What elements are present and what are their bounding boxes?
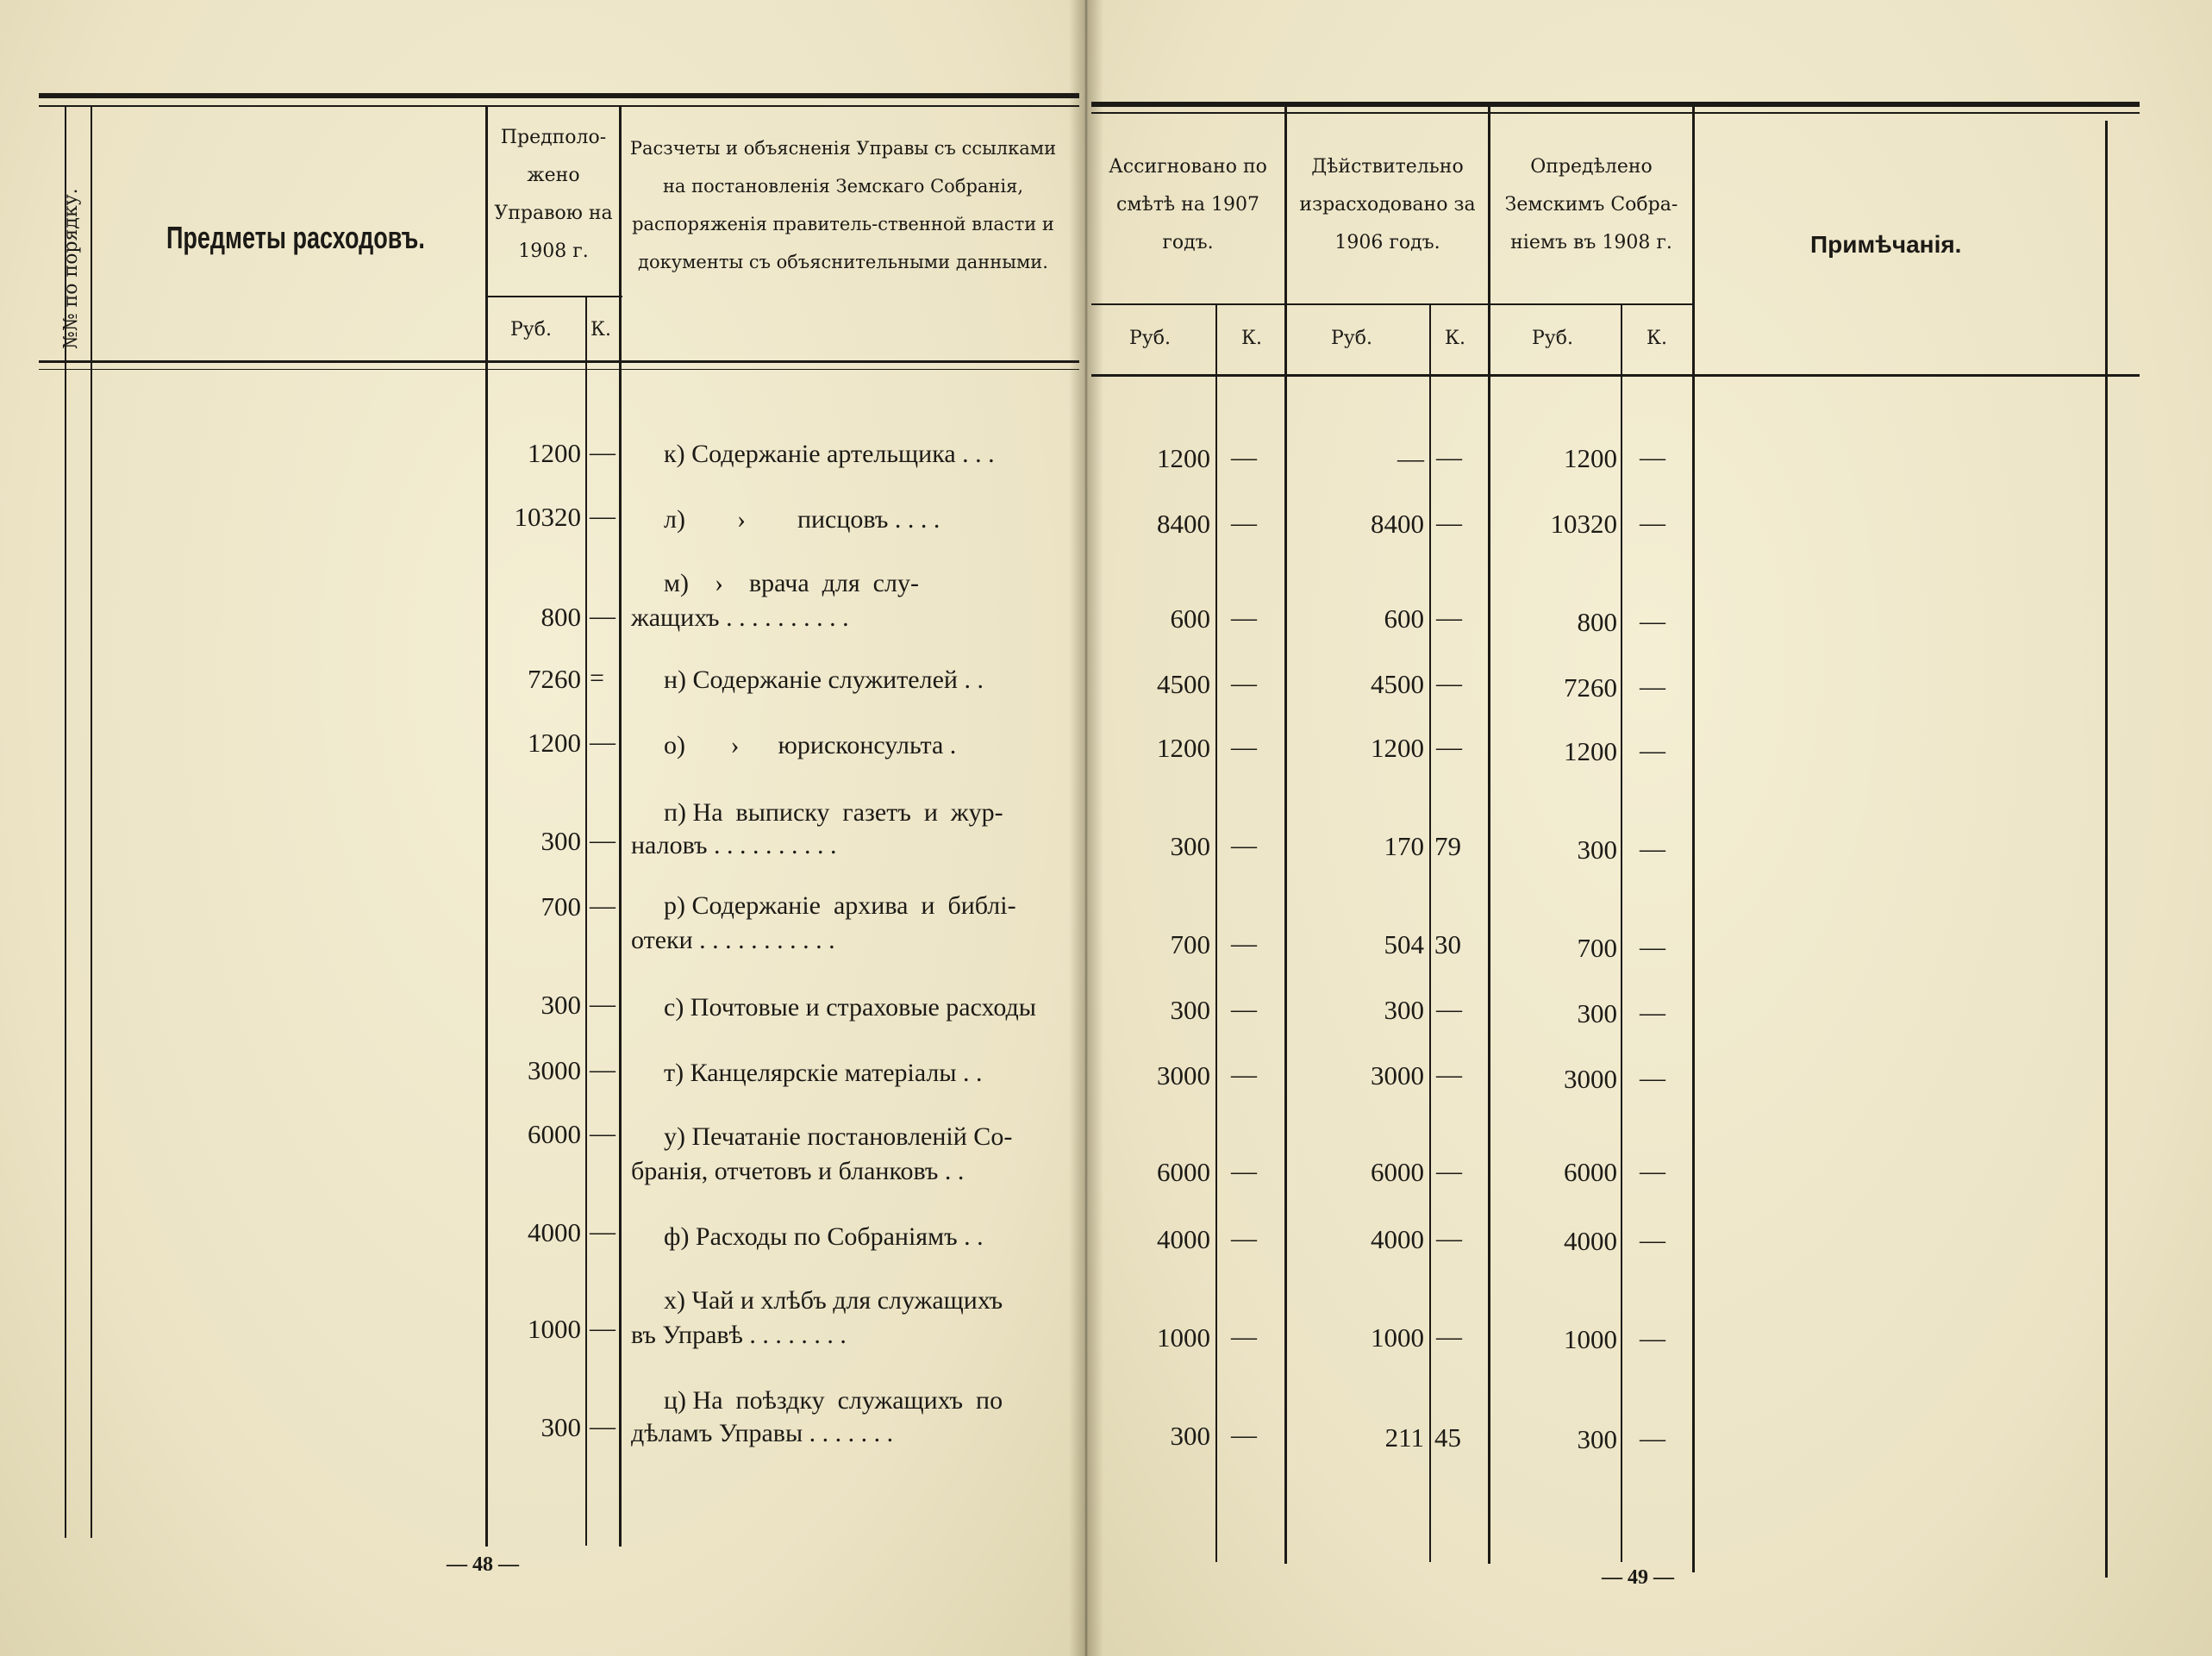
- item-line-b: бранія, отчетовъ и бланковъ . .: [631, 1157, 965, 1185]
- determined-cell: 700: [1577, 933, 1617, 963]
- proposed-kop-cell: —: [590, 891, 615, 920]
- spent-col-rule: [1488, 107, 1490, 1564]
- determined-rub-label: Руб.: [1532, 328, 1573, 349]
- proposed-cell: 300: [541, 826, 581, 856]
- assigned-kop-cell: —: [1231, 1224, 1257, 1253]
- top-rule-right-thin: [1091, 112, 2140, 114]
- determined-cell: 1200: [1564, 443, 1617, 473]
- proposed-cell: 4000: [528, 1217, 581, 1247]
- assigned-kop-cell: —: [1231, 669, 1257, 697]
- item-line-a: ф) Расходы по Собраніямъ . .: [664, 1222, 984, 1251]
- determined-kop-cell: —: [1640, 1324, 1665, 1353]
- spent-cell: 211: [1384, 1422, 1424, 1453]
- proposed-rub-label: Руб.: [510, 319, 552, 341]
- spent-kop-cell: —: [1436, 443, 1462, 472]
- top-rule-left-thin: [39, 105, 1079, 107]
- proposed-kop-cell: —: [590, 1412, 615, 1440]
- determined-kop-cell: —: [1640, 1157, 1665, 1185]
- proposed-cell: 7260: [528, 664, 581, 694]
- assigned-cell: 1000: [1157, 1322, 1210, 1353]
- assigned-kop-cell: —: [1231, 1322, 1257, 1351]
- determined-cell: 6000: [1564, 1157, 1617, 1187]
- spent-kop-cell: —: [1436, 995, 1462, 1023]
- determined-kop-cell: —: [1640, 443, 1665, 472]
- item-line-b: отеки . . . . . . . . . . .: [631, 926, 835, 954]
- proposed-kop-cell: —: [590, 1055, 615, 1084]
- order-column-header: №№ по порядку.: [60, 188, 82, 349]
- spent-split-rule: [1429, 303, 1431, 1562]
- spent-cell: 504: [1384, 929, 1424, 959]
- proposed-cell: 300: [541, 1412, 581, 1442]
- item-line-a: л) › писцовъ . . . .: [664, 505, 940, 534]
- assigned-kop-cell: —: [1231, 995, 1257, 1023]
- determined-cell: 300: [1577, 998, 1617, 1028]
- header-bottom-rule-left-thin: [39, 369, 1079, 370]
- determined-cell: 300: [1577, 1424, 1617, 1454]
- item-line-a: к) Содержаніе артельщика . . .: [664, 440, 995, 468]
- top-rule-left: [39, 93, 1079, 98]
- spent-cell: 6000: [1371, 1157, 1424, 1187]
- determined-kop-cell: —: [1640, 736, 1665, 765]
- determined-cell: 10320: [1550, 509, 1617, 539]
- spent-kop-cell: —: [1436, 1322, 1462, 1351]
- determined-kop-cell: —: [1640, 1064, 1665, 1092]
- assigned-cell: 3000: [1157, 1060, 1210, 1090]
- item-line-b: въ Управѣ . . . . . . . .: [631, 1321, 847, 1349]
- determined-cell: 1200: [1564, 736, 1617, 766]
- proposed-cell: 1200: [528, 438, 581, 468]
- spent-cell: 4500: [1371, 669, 1424, 699]
- proposed-kop-cell: —: [590, 728, 615, 756]
- assigned-cell: 4000: [1157, 1224, 1210, 1254]
- proposed-cell: 6000: [528, 1119, 581, 1149]
- determined-kop-cell: —: [1640, 607, 1665, 635]
- assigned-kop-cell: —: [1231, 1421, 1257, 1449]
- proposed-kop-label: К.: [590, 319, 612, 341]
- assigned-cell: 700: [1170, 929, 1210, 959]
- proposed-kop-cell: —: [590, 1217, 615, 1246]
- assigned-cell: 8400: [1157, 509, 1210, 539]
- spent-cell: 1200: [1371, 733, 1424, 763]
- assigned-kop-cell: —: [1231, 1060, 1257, 1089]
- item-line-a: с) Почтовые и страховые расходы: [664, 993, 1036, 1022]
- determined-split-rule: [1621, 303, 1622, 1562]
- spent-cell: 3000: [1371, 1060, 1424, 1090]
- assigned-kop-label: К.: [1241, 328, 1263, 349]
- page-number-right: — 49 —: [1602, 1566, 1674, 1589]
- item-line-a: н) Содержаніе служителей . .: [664, 666, 984, 694]
- explanations-header: Расзчеты и объясненія Управы съ ссылками на постановленія Земскаго Собранія, распоряженія правитель-ственной власти и документы съ объяснительными данными.: [629, 138, 1057, 272]
- assigned-kop-cell: —: [1231, 509, 1257, 537]
- assigned-kop-cell: —: [1231, 1157, 1257, 1185]
- determined-kop-cell: —: [1640, 933, 1665, 961]
- determined-cell: 3000: [1564, 1064, 1617, 1094]
- proposed-kop-cell: —: [590, 438, 615, 466]
- spent-kop-cell: —: [1436, 603, 1462, 632]
- determined-kop-label: К.: [1647, 328, 1668, 349]
- assigned-cell: 300: [1170, 995, 1210, 1025]
- assigned-kop-cell: —: [1231, 929, 1257, 958]
- assigned-split-rule: [1215, 303, 1217, 1562]
- proposed-cell: 1200: [528, 728, 581, 758]
- proposed-kop-cell: —: [590, 1314, 615, 1342]
- proposed-cell: 10320: [514, 502, 581, 532]
- spent-kop-cell: —: [1436, 733, 1462, 761]
- assigned-rub-label: Руб.: [1129, 328, 1171, 349]
- spent-rub-label: Руб.: [1331, 328, 1372, 349]
- assigned-cell: 6000: [1157, 1157, 1210, 1187]
- determined-cell: 7260: [1564, 672, 1617, 703]
- determined-cell: 1000: [1564, 1324, 1617, 1354]
- proposed-cell: 1000: [528, 1314, 581, 1344]
- spent-kop-cell: —: [1436, 1224, 1462, 1253]
- proposed-kop-cell: —: [590, 602, 615, 630]
- item-line-b: наловъ . . . . . . . . . .: [631, 831, 837, 859]
- spent-kop-cell: 45: [1434, 1422, 1461, 1453]
- determined-cell: 300: [1577, 834, 1617, 865]
- determined-kop-cell: —: [1640, 509, 1665, 537]
- header-bottom-rule-right: [1091, 374, 2140, 377]
- spent-cell: 170: [1384, 831, 1424, 861]
- page-title-left: Предметы расходовъ.: [166, 220, 425, 255]
- assigned-cell: 4500: [1157, 669, 1210, 699]
- order-col-rule-2: [91, 107, 92, 1538]
- spent-kop-cell: —: [1436, 509, 1462, 537]
- assigned-cell: 300: [1170, 831, 1210, 861]
- item-line-a: т) Канцелярскіе матеріалы . .: [664, 1059, 983, 1087]
- proposed-sub-rule: [487, 296, 622, 297]
- top-rule-right: [1091, 102, 2140, 107]
- determined-cell: 800: [1577, 607, 1617, 637]
- spent-cell: —: [1397, 443, 1424, 473]
- item-line-a: у) Печатаніе постановленій Со-: [664, 1122, 1013, 1151]
- item-line-a: х) Чай и хлѣбъ для служащихъ: [664, 1286, 1003, 1315]
- item-line-a: п) На выписку газетъ и жур-: [664, 798, 1003, 827]
- assigned-header: Ассигновано по смѣтѣ на 1907 годъ.: [1109, 156, 1267, 253]
- determined-kop-cell: —: [1640, 1424, 1665, 1453]
- item-line-a: р) Содержаніе архива и библі-: [664, 891, 1016, 920]
- assigned-kop-cell: —: [1231, 443, 1257, 472]
- page-number-left: — 48 —: [447, 1553, 519, 1576]
- item-line-a: м) › врача для слу-: [664, 569, 919, 597]
- spent-cell: 300: [1384, 995, 1424, 1025]
- spent-cell: 4000: [1371, 1224, 1424, 1254]
- spent-kop-cell: —: [1436, 1060, 1462, 1089]
- proposed-cell: 3000: [528, 1055, 581, 1085]
- spent-cell: 8400: [1371, 509, 1424, 539]
- spent-kop-label: К.: [1445, 328, 1466, 349]
- spent-kop-cell: —: [1436, 669, 1462, 697]
- assigned-cell: 1200: [1157, 733, 1210, 763]
- item-line-a: ц) На поѣздку служащихъ по: [664, 1386, 1003, 1415]
- assigned-cell: 1200: [1157, 443, 1210, 473]
- item-line-b: жащихъ . . . . . . . . . .: [631, 603, 849, 632]
- right-sub-rule: [1091, 303, 1695, 305]
- assigned-kop-cell: —: [1231, 831, 1257, 859]
- proposed-kop-cell: =: [590, 664, 604, 692]
- determined-kop-cell: —: [1640, 998, 1665, 1027]
- item-line-a: о) › юрисконсульта .: [664, 731, 957, 759]
- determined-kop-cell: —: [1640, 1226, 1665, 1254]
- determined-header: Опредѣлено Земскимъ Собра-ніемъ въ 1908 г.: [1504, 156, 1678, 253]
- proposed-cell: 700: [541, 891, 581, 922]
- proposed-split-rule: [585, 296, 587, 1546]
- proposed-kop-cell: —: [590, 990, 615, 1018]
- spent-cell: 600: [1384, 603, 1424, 634]
- spent-kop-cell: —: [1436, 1157, 1462, 1185]
- proposed-cell: 800: [541, 602, 581, 632]
- assigned-kop-cell: —: [1231, 603, 1257, 632]
- item-line-b: дѣламъ Управы . . . . . . .: [631, 1419, 894, 1447]
- assigned-cell: 300: [1170, 1421, 1210, 1451]
- proposed-header: Предполо-жено Управою на 1908 г.: [494, 127, 613, 262]
- notes-header: Примѣчанія.: [1810, 231, 1962, 258]
- assigned-col-rule: [1284, 107, 1287, 1564]
- assigned-kop-cell: —: [1231, 733, 1257, 761]
- assigned-cell: 600: [1170, 603, 1210, 634]
- proposed-cell: 300: [541, 990, 581, 1020]
- determined-col-rule: [1692, 107, 1695, 1572]
- spent-kop-cell: 79: [1434, 831, 1461, 861]
- notes-col-rule: [2105, 121, 2108, 1578]
- spent-kop-cell: 30: [1434, 929, 1461, 959]
- spent-cell: 1000: [1371, 1322, 1424, 1353]
- proposed-kop-cell: —: [590, 1119, 615, 1147]
- determined-kop-cell: —: [1640, 672, 1665, 701]
- determined-cell: 4000: [1564, 1226, 1617, 1256]
- header-bottom-rule-left: [39, 360, 1079, 363]
- proposed-kop-cell: —: [590, 502, 615, 530]
- determined-kop-cell: —: [1640, 834, 1665, 863]
- proposed-col-rule: [619, 107, 622, 1547]
- proposed-kop-cell: —: [590, 826, 615, 854]
- spent-header: Дѣйствительно израсходовано за 1906 годъ.: [1299, 156, 1476, 253]
